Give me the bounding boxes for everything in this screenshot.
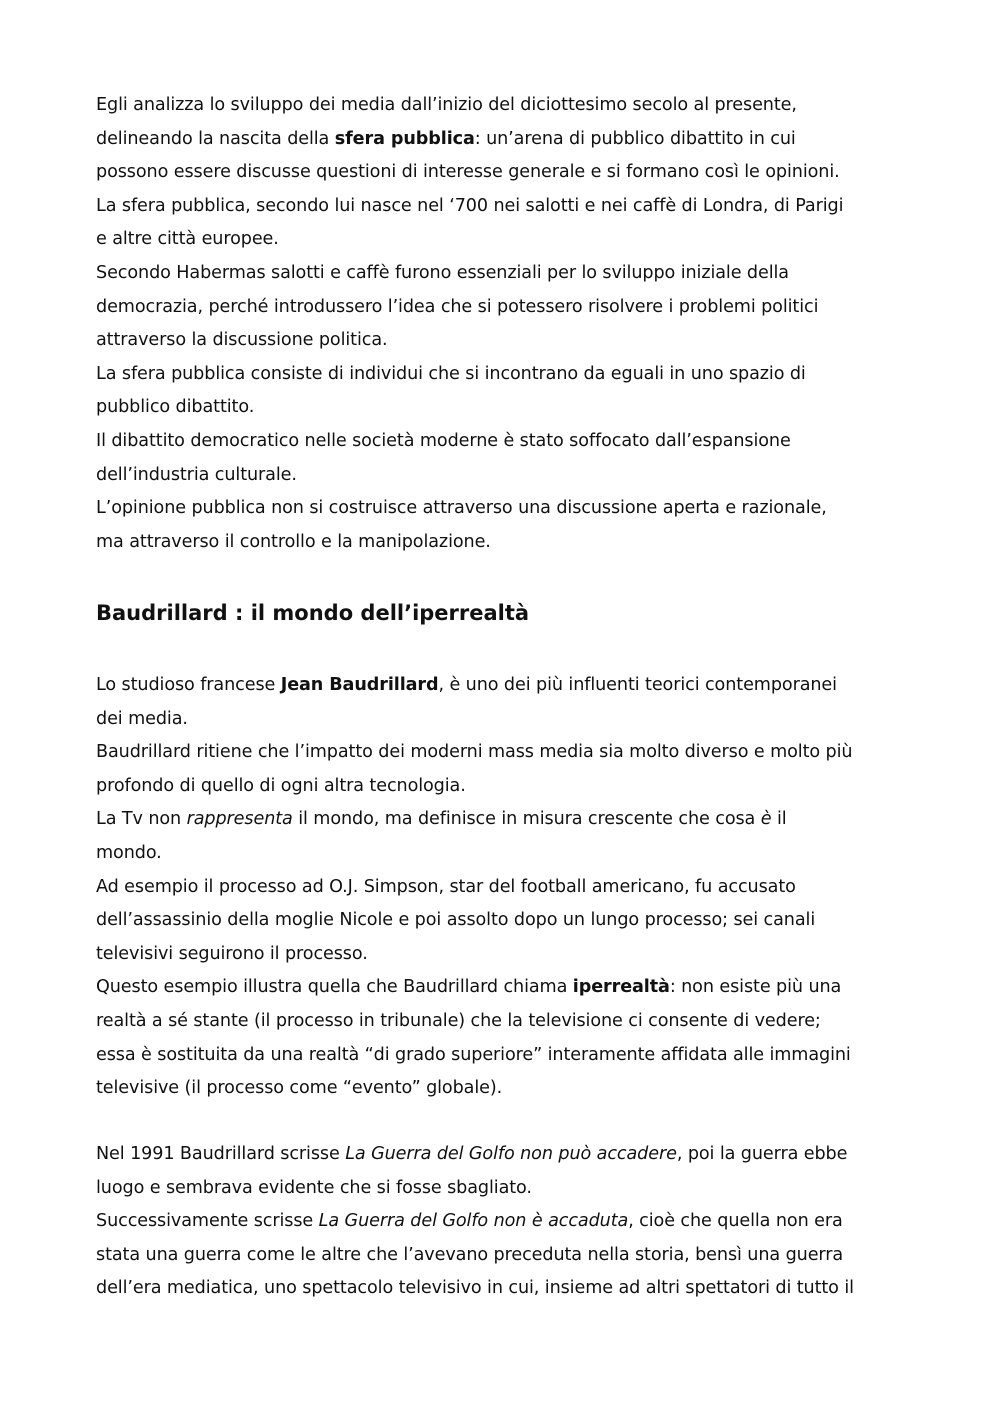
- text-line: stata una guerra come le altre che l’avevano preceduta nella storia, bensì una guerra: [96, 1244, 844, 1265]
- text-line: mondo.: [96, 842, 162, 863]
- text-line: Secondo Habermas salotti e caffè furono essenziali per lo sviluppo iniziale della: [96, 262, 789, 283]
- italic-title: La Guerra del Golfo non può accadere: [345, 1144, 677, 1164]
- text-line: profondo di quello di ogni altra tecnologia.: [96, 775, 466, 796]
- text-line: Il dibattito democratico nelle società moderne è stato soffocato dall’espansione: [96, 430, 791, 451]
- text-line: possono essere discusse questioni di interesse generale e si formano così le opinioni.: [96, 162, 840, 183]
- text-line: democrazia, perché introdussero l’idea che si potessero risolvere i problemi politici: [96, 296, 819, 317]
- text-line: Ad esempio il processo ad O.J. Simpson, star del football americano, fu accusato: [96, 876, 796, 897]
- text-line: Lo studioso francese Jean Baudrillard, è uno dei più influenti teorici contemporanei: [96, 675, 837, 695]
- text-line: ma attraverso il controllo e la manipolazione.: [96, 531, 491, 552]
- italic-term: è: [760, 809, 772, 830]
- text-line: La sfera pubblica consiste di individui che si incontrano da eguali in uno spazio di: [96, 363, 806, 384]
- text-line: dell’era mediatica, uno spettacolo televisivo in cui, insieme ad altri spettatori di tutto il: [96, 1278, 854, 1299]
- text-line: Nel 1991 Baudrillard scrisse La Guerra del Golfo non può accadere, poi la guerra ebbe: [96, 1144, 848, 1164]
- text-line: La sfera pubblica, secondo lui nasce nel ‘700 nei salotti e nei caffè di Londra, di Parigi: [96, 195, 844, 216]
- text-line: Questo esempio illustra quella che Baudrillard chiama iperrealtà: non esiste più una: [96, 977, 842, 998]
- bold-term: Jean Baudrillard: [280, 675, 439, 695]
- paragraph-gulf-war: [96, 1138, 906, 1306]
- section-heading: Baudrillard : il mondo dell’iperrealtà: [96, 601, 530, 625]
- text-line: La Tv non rappresenta il mondo, ma definisce in misura crescente che cosa è il: [96, 809, 787, 830]
- text-line: pubblico dibattito.: [96, 397, 255, 418]
- paragraph-habermas: [96, 89, 906, 559]
- text-line: Egli analizza lo sviluppo dei media dall’inizio del diciottesimo secolo al presente,: [96, 95, 797, 115]
- text-line: essa è sostituita da una realtà “di grado superiore” interamente affidata alle immagini: [96, 1044, 851, 1065]
- bold-term: iperrealtà: [572, 977, 670, 998]
- text-line: realtà a sé stante (il processo in tribunale) che la televisione ci consente di vedere;: [96, 1010, 821, 1031]
- text-line: Baudrillard ritiene che l’impatto dei moderni mass media sia molto diverso e molto più: [96, 742, 853, 763]
- text-line: e altre città europee.: [96, 229, 279, 250]
- text-line: luogo e sembrava evidente che si fosse sbagliato.: [96, 1177, 532, 1198]
- text-line: dell’industria culturale.: [96, 464, 297, 485]
- text-line: delineando la nascita della sfera pubblica: un’arena di pubblico dibattito in cui: [96, 128, 796, 149]
- text-line: televisive (il processo come “evento” globale).: [96, 1078, 503, 1099]
- text-line: L’opinione pubblica non si costruisce attraverso una discussione aperta e razionale,: [96, 498, 827, 519]
- text-line: televisivi seguirono il processo.: [96, 943, 368, 964]
- paragraph-baudrillard: [96, 669, 906, 1106]
- bold-term: sfera pubblica: [334, 128, 475, 149]
- italic-title: La Guerra del Golfo non è accaduta: [318, 1211, 629, 1232]
- text-line: dei media.: [96, 708, 188, 729]
- text-line: Successivamente scrisse La Guerra del Golfo non è accaduta, cioè che quella non era: [96, 1211, 843, 1232]
- text-line: dell’assassinio della moglie Nicole e poi assolto dopo un lungo processo; sei canali: [96, 910, 816, 931]
- text-line: attraverso la discussione politica.: [96, 330, 388, 351]
- italic-term: rappresenta: [186, 809, 293, 830]
